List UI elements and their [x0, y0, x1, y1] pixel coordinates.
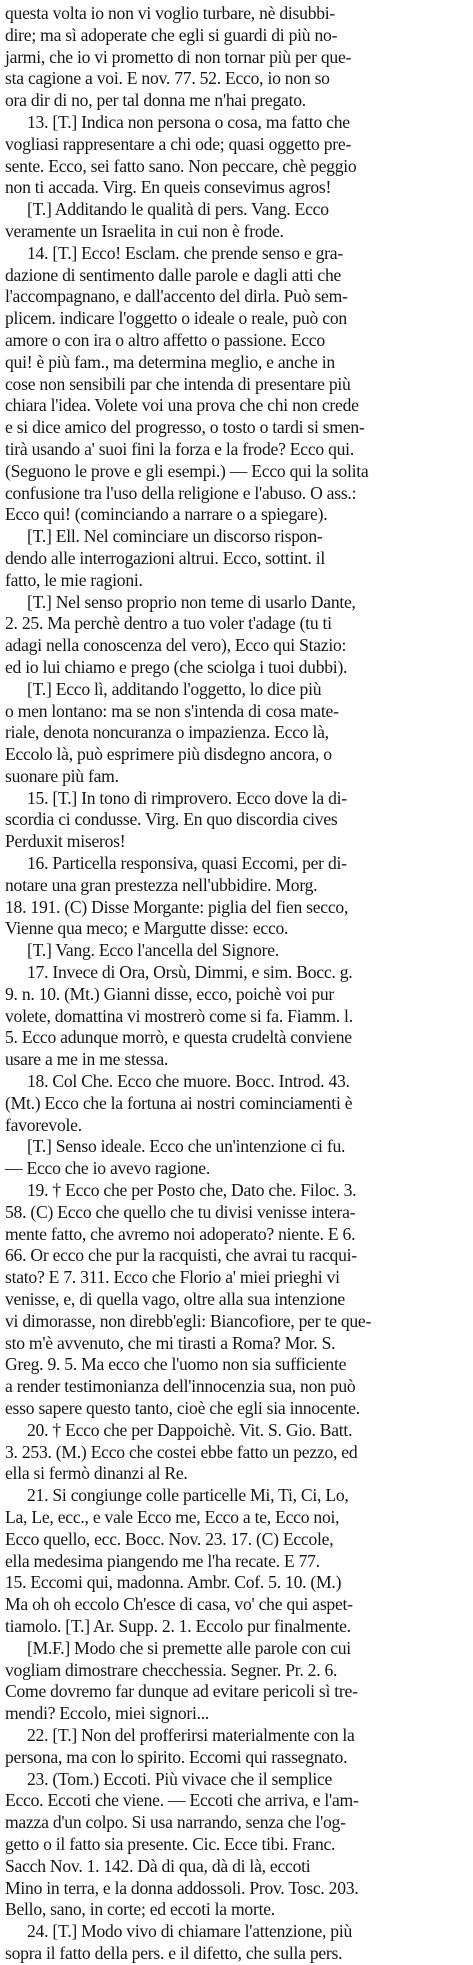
- text-line: Vienne qua meco; e Margutte disse: ecco.: [5, 918, 289, 939]
- text-line: 13. [T.] Indica non persona o cosa, ma fatto che: [27, 111, 350, 132]
- text-line: ora dir di no, per tal donna me n'hai pregato.: [5, 90, 306, 111]
- text-line: Mino in terra, e la donna addossoli. Prov. Tosc. 203.: [5, 1877, 359, 1898]
- text-line: 58. (C) Ecco che quello che tu divisi venisse intera-: [5, 1201, 356, 1222]
- text-line: stato? E 7. 311. Ecco che Florio a' miei prieghi vi: [5, 1267, 340, 1288]
- text-line: usare a me in me stessa.: [5, 1049, 169, 1070]
- text-line: 21. Si congiunge colle particelle Mi, Ti, Ci, Lo,: [27, 1485, 349, 1506]
- text-line: 9. n. 10. (Mt.) Gianni disse, ecco, poichè voi pur: [5, 983, 335, 1004]
- text-line: mendi? Eccolo, miei signori...: [5, 1703, 210, 1724]
- text-line: suonare più fam.: [5, 765, 119, 786]
- text-line: adagi nella conoscenza del vero), Ecco qui Stazio:: [5, 635, 347, 656]
- text-line: [T.] Ecco lì, additando l'oggetto, lo dice più: [27, 678, 322, 699]
- text-line: qui! è più fam., ma determina meglio, e anche in: [5, 351, 335, 372]
- text-line: getto o il fatto sia presente. Cic. Ecce tibi. Franc.: [5, 1833, 336, 1854]
- text-line: ella medesima piangendo me l'ha recate. E 77.: [5, 1550, 320, 1571]
- text-line: dendo alle interrogazioni altrui. Ecco, sottint. il: [5, 547, 325, 568]
- text-line: Ecco. Eccoti che viene. — Eccoti che arriva, e l'am-: [5, 1790, 359, 1811]
- text-line: Sacch Nov. 1. 142. Dà di qua, dà di là, eccoti: [5, 1855, 311, 1876]
- text-line: [T.] Senso ideale. Ecco che un'intenzione ci fu.: [27, 1136, 346, 1157]
- text-line: amore o con ira o altro affetto o passione. Ecco: [5, 329, 325, 350]
- text-line: [T.] Additando le qualità di pers. Vang. Ecco: [27, 199, 329, 220]
- text-line: jarmi, che io vi prometto di non tornar più per que-: [5, 46, 352, 67]
- text-line: 16. Particella responsiva, quasi Eccomi, per di-: [27, 853, 347, 874]
- text-line: Come dovremo far dunque ad evitare pericoli sì tre-: [5, 1681, 358, 1702]
- text-line: scordia ci condusse. Virg. En quo discordia cives: [5, 809, 338, 830]
- text-line: Perduxit miseros!: [5, 831, 126, 852]
- text-line: Ma oh oh eccolo Ch'esce di casa, vo' che qui aspet-: [5, 1594, 353, 1615]
- text-line: volete, domattina vi mostrerò come si fa. Fiamm. l.: [5, 1005, 353, 1026]
- text-line: (Seguono le prove e gli esempi.) — Ecco qui la solita: [5, 460, 369, 481]
- text-line: 2. 25. Ma perchè dentro a tuo voler t'adage (tu ti: [5, 613, 332, 634]
- text-line: sente. Ecco, sei fatto sano. Non peccare, chè peggio: [5, 155, 357, 176]
- text-line: 15. Eccomi qui, madonna. Ambr. Cof. 5. 10. (M.): [5, 1572, 342, 1593]
- text-line: a render testimonianza dell'innocenzia sua, non può: [5, 1376, 356, 1397]
- text-line: 66. Or ecco che pur la racquisti, che avrai tu racqui-: [5, 1245, 357, 1266]
- text-line: ed io lui chiamo e prego (che sciolga i tuoi dubbi).: [5, 656, 348, 677]
- text-line: notare una gran prestezza nell'ubbidire. Morg.: [5, 874, 318, 895]
- text-line: — Ecco che io avevo ragione.: [5, 1158, 211, 1179]
- text-line: [T.] Ell. Nel cominciare un discorso rispon-: [27, 526, 323, 547]
- text-line: tiamolo. [T.] Ar. Supp. 2. 1. Eccolo pur finalmente.: [5, 1615, 351, 1636]
- text-line: vogliam dimostrare checchessia. Segner. Pr. 2. 6.: [5, 1659, 338, 1680]
- text-line: mente fatto, che avremo noi adoperato? niente. E 6.: [5, 1223, 356, 1244]
- text-line: Ecco qui! (cominciando a narrare o a spiegare).: [5, 504, 328, 525]
- text-line: 18. 191. (C) Disse Morgante: piglia del fien secco,: [5, 896, 349, 917]
- text-line: (Mt.) Ecco che la fortuna ai nostri cominciamenti è: [5, 1092, 353, 1113]
- text-line: Ecco quello, ecc. Bocc. Nov. 23. 17. (C) Eccole,: [5, 1528, 334, 1549]
- text-line: confusione tra l'uso della religione e l'abuso. O ass.:: [5, 482, 357, 503]
- text-line: 19. † Ecco che per Posto che, Dato che. Filoc. 3.: [27, 1180, 357, 1201]
- text-line: venisse, e, di quella vago, oltre alla sua intenzione: [5, 1289, 345, 1310]
- text-line: vi dimorasse, non direbb'egli: Biancofiore, per te que-: [5, 1310, 372, 1331]
- text-line: [T.] Nel senso proprio non teme di usarlo Dante,: [27, 591, 356, 612]
- text-line: riale, denota noncuranza o impazienza. Ecco là,: [5, 722, 329, 743]
- text-line: 22. [T.] Non del profferirsi materialmente con la: [27, 1724, 355, 1745]
- text-line: [M.F.] Modo che si premette alle parole con cui: [27, 1637, 351, 1658]
- text-line: 17. Invece di Ora, Orsù, Dimmi, e sim. Bocc. g.: [27, 962, 353, 983]
- text-line: sto m'è avvenuto, che mi tirasti a Roma? Mor. S.: [5, 1332, 336, 1353]
- text-line: vogliasi rappresentare a chi ode; quasi oggetto pre-: [5, 133, 352, 154]
- text-line: 14. [T.] Ecco! Esclam. che prende senso e gra-: [27, 242, 343, 263]
- text-line: chiara l'idea. Volete voi una prova che chi non crede: [5, 395, 359, 416]
- text-line: Eccolo là, può esprimere più disdegno ancora, o: [5, 744, 332, 765]
- text-line: La, Le, ecc., e vale Ecco me, Ecco a te, Ecco noi,: [5, 1506, 340, 1527]
- text-line: 23. (Tom.) Eccoti. Più vivace che il semplice: [27, 1768, 333, 1789]
- text-line: dire; ma sì adoperate che egli si guardi di più no-: [5, 24, 338, 45]
- text-line: [T.] Vang. Ecco l'ancella del Signore.: [27, 940, 279, 961]
- text-line: plicem. indicare l'oggetto o ideale o reale, può con: [5, 308, 347, 329]
- text-line: non ti accada. Virg. En queis consevimus agros!: [5, 177, 332, 198]
- text-line: l'accompagnano, e dall'accento del dirla. Può sem-: [5, 286, 348, 307]
- text-line: 18. Col Che. Ecco che muore. Bocc. Introd. 43.: [27, 1071, 350, 1092]
- text-line: favorevole.: [5, 1114, 82, 1135]
- text-line: sopra il fatto della pers. e il difetto, che sulla pers.: [5, 1942, 343, 1963]
- text-line: questa volta io non vi voglio turbare, nè disubbi-: [5, 3, 336, 23]
- text-line: 15. [T.] In tono di rimprovero. Ecco dove la di-: [27, 787, 347, 808]
- text-line: ella si fermò dinanzi al Re.: [5, 1463, 188, 1484]
- text-line: Greg. 9. 5. Ma ecco che l'uomo non sia sufficiente: [5, 1354, 347, 1375]
- text-line: 20. † Ecco che per Dappoichè. Vit. S. Gio. Batt.: [27, 1419, 353, 1440]
- text-line: esso sapere questo tanto, cioè che egli sia innocente.: [5, 1398, 360, 1418]
- text-line: dazione di sentimento dalle parole e dagli atti che: [5, 264, 342, 285]
- text-line: 3. 253. (M.) Ecco che costei ebbe fatto un pezzo, ed: [5, 1441, 358, 1462]
- text-line: fatto, le mie ragioni.: [5, 569, 143, 590]
- text-line: veramente un Israelita in cui non è frode.: [5, 220, 284, 241]
- text-line: cose non sensibili par che intenda di presentare più: [5, 373, 351, 394]
- text-line: sta cagione a voi. E nov. 77. 52. Ecco, io non so: [5, 68, 330, 89]
- text-line: persona, ma con lo spirito. Eccomi qui rassegnato.: [5, 1746, 348, 1767]
- text-line: 5. Ecco adunque morrò, e questa crudeltà conviene: [5, 1027, 352, 1048]
- text-line: 24. [T.] Modo vivo di chiamare l'attenzione, più: [27, 1921, 353, 1942]
- text-line: o men lontano: ma se non s'intenda di cosa mate-: [5, 700, 339, 721]
- text-line: tirà usando a' suoi fini la forza e la frode? Ecco qui.: [5, 438, 354, 459]
- text-line: e si dice amico del progresso, o tosto o tardi si smen-: [5, 417, 365, 438]
- text-line: Bello, sano, in corte; ed eccoti la morte.: [5, 1899, 275, 1920]
- text-line: mazza d'un colpo. Si usa narrando, senza che l'og-: [5, 1812, 346, 1833]
